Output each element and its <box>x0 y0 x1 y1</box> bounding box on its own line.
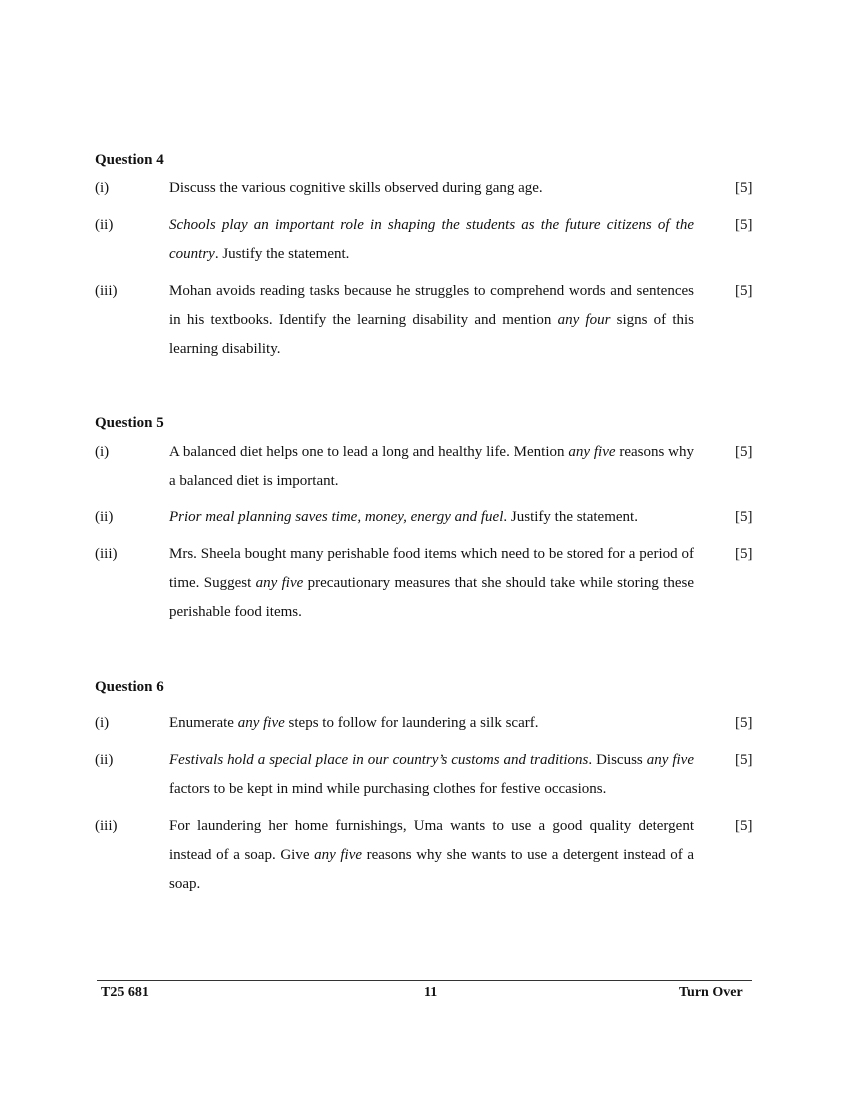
part-number: (ii) <box>95 509 114 525</box>
part-number: (i) <box>95 180 110 196</box>
part-marks: [5] <box>735 180 753 196</box>
part-marks: [5] <box>735 546 753 562</box>
part-marks: [5] <box>735 283 753 299</box>
part-marks: [5] <box>735 752 753 768</box>
part-text: Enumerate any five steps to follow for laundering a silk scarf. <box>169 715 539 731</box>
footer-divider <box>97 980 752 981</box>
part-marks: [5] <box>735 217 753 233</box>
part-text: A balanced diet helps one to lead a long and healthy life. Mention any five reasons why a balanced diet is important. <box>169 444 695 489</box>
part-number: (ii) <box>95 217 114 233</box>
page-number: 11 <box>424 985 438 1000</box>
part-text: Discuss the various cognitive skills observed during gang age. <box>169 180 543 196</box>
part-text: Mrs. Sheela bought many perishable food items which need to be stored for a period of time. Suggest any five precautionary measures that she should take while storing these perishable food items. <box>169 546 695 620</box>
question-5-heading: Question 5 <box>95 415 164 431</box>
part-text: Schools play an important role in shaping the students as the future citizens of the country. Justify the statement. <box>169 217 694 262</box>
part-marks: [5] <box>735 715 753 731</box>
part-text: Festivals hold a special place in our country’s customs and traditions. Discuss any five factors to be kept in mind while purchasing clothes for festive occasions. <box>169 752 694 797</box>
part-number: (iii) <box>95 818 118 834</box>
part-marks: [5] <box>735 444 753 460</box>
part-number: (iii) <box>95 546 118 562</box>
question-4-heading: Question 4 <box>95 152 164 168</box>
part-text: Mohan avoids reading tasks because he struggles to comprehend words and sentences in his textbooks. Identify the learning disability and mention any four signs of this learning disability. <box>169 283 694 357</box>
part-number: (i) <box>95 715 110 731</box>
part-text: For laundering her home furnishings, Uma wants to use a good quality detergent instead of a soap. Give any five reasons why she wants to use a detergent instead of a soap. <box>169 818 694 892</box>
part-marks: [5] <box>735 509 753 525</box>
part-marks: [5] <box>735 818 753 834</box>
turn-over-label: Turn Over <box>679 985 743 1000</box>
paper-code: T25 681 <box>101 985 149 1000</box>
question-6-heading: Question 6 <box>95 679 164 695</box>
part-text: Prior meal planning saves time, money, energy and fuel. Justify the statement. <box>169 509 638 525</box>
part-number: (i) <box>95 444 110 460</box>
part-number: (iii) <box>95 283 118 299</box>
part-number: (ii) <box>95 752 114 768</box>
